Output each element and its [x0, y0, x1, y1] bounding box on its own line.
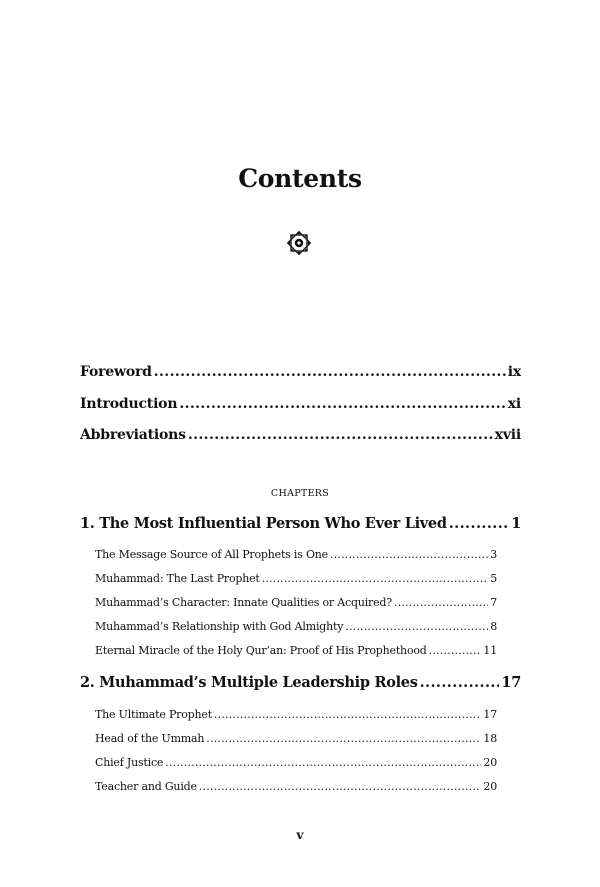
dot-leader — [449, 515, 510, 532]
dot-leader — [394, 596, 488, 609]
toc-chapter-2[interactable] — [80, 674, 521, 691]
toc-page-number: xi — [507, 396, 521, 412]
toc-section-title: The Message Source of All Prophets is One — [95, 548, 328, 561]
chapters-heading: CHAPTERS — [270, 488, 330, 499]
dot-leader — [179, 396, 505, 412]
page-title: Contents — [238, 164, 362, 193]
dot-leader — [154, 364, 506, 380]
toc-section[interactable] — [95, 620, 497, 633]
toc-page-number: 3 — [490, 548, 497, 561]
floral-star-ornament-icon — [287, 231, 311, 255]
dot-leader — [206, 732, 481, 745]
toc-page-number: 7 — [490, 596, 497, 609]
toc-section-title: The Ultimate Prophet — [95, 708, 212, 721]
toc-section[interactable] — [95, 708, 497, 721]
toc-section-title: Teacher and Guide — [95, 780, 197, 793]
toc-section[interactable] — [95, 548, 497, 561]
toc-page-number: 5 — [490, 572, 497, 585]
toc-entry-introduction[interactable] — [80, 396, 521, 412]
toc-entry-title: Foreword — [80, 364, 152, 380]
toc-page-number: ix — [507, 364, 521, 380]
toc-section[interactable] — [95, 596, 497, 609]
toc-page-number: 20 — [483, 780, 497, 793]
dot-leader — [420, 674, 500, 691]
toc-section-title: Eternal Miracle of the Holy Qur’an: Proof of His Prophethood — [95, 644, 427, 657]
toc-entry-title: Introduction — [80, 396, 178, 412]
toc-page-number: 17 — [483, 708, 497, 721]
toc-section[interactable] — [95, 644, 497, 657]
toc-page-number: 20 — [483, 756, 497, 769]
toc-page-number: 1 — [511, 515, 521, 532]
toc-entry-foreword[interactable] — [80, 364, 521, 380]
toc-section-title: Muhammad: The Last Prophet — [95, 572, 260, 585]
toc-chapter-title: 1. The Most Influential Person Who Ever Lived — [80, 515, 447, 532]
toc-entry-title: Abbreviations — [80, 427, 186, 443]
toc-page-number: 11 — [483, 644, 497, 657]
toc-page-number: 8 — [490, 620, 497, 633]
dot-leader — [165, 756, 481, 769]
dot-leader — [188, 427, 493, 443]
dot-leader — [199, 780, 482, 793]
toc-section[interactable] — [95, 756, 497, 769]
dot-leader — [429, 644, 482, 657]
toc-page-number: 18 — [483, 732, 497, 745]
dot-leader — [214, 708, 481, 721]
toc-section-title: Muhammad’s Relationship with God Almighty — [95, 620, 344, 633]
toc-section-title: Head of the Ummah — [95, 732, 205, 745]
dot-leader — [345, 620, 488, 633]
toc-page-number: xvii — [494, 427, 521, 443]
toc-section[interactable] — [95, 780, 497, 793]
toc-chapter-1[interactable] — [80, 515, 521, 532]
toc-section[interactable] — [95, 572, 497, 585]
toc-section-title: Chief Justice — [95, 756, 164, 769]
toc-page-number: 17 — [501, 674, 521, 691]
dot-leader — [330, 548, 488, 561]
toc-section-title: Muhammad’s Character: Innate Qualities or Acquired? — [95, 596, 392, 609]
page-folio: v — [296, 828, 304, 842]
dot-leader — [262, 572, 489, 585]
toc-section[interactable] — [95, 732, 497, 745]
toc-chapter-title: 2. Muhammad’s Multiple Leadership Roles — [80, 674, 418, 691]
toc-entry-abbreviations[interactable] — [80, 427, 521, 443]
